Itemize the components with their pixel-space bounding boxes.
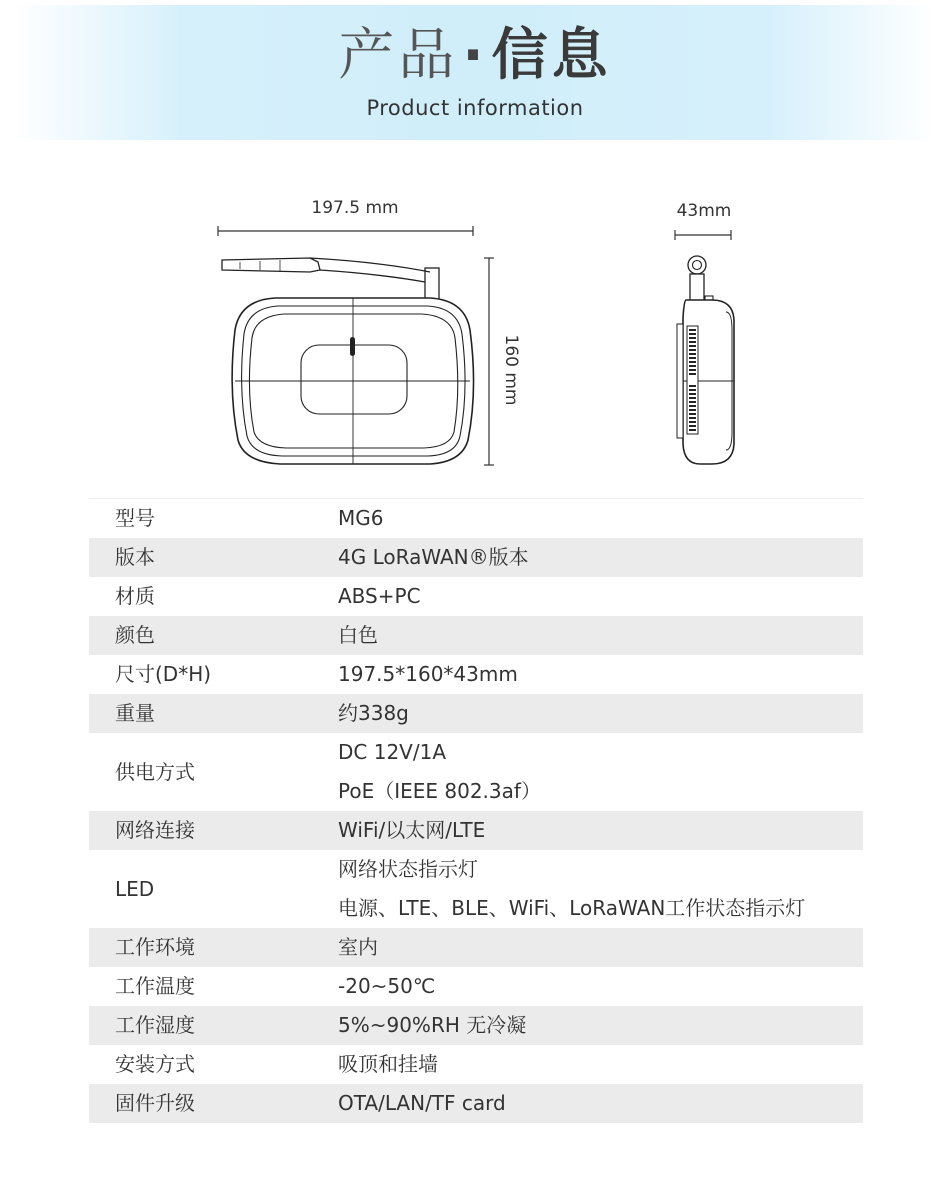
depth-label: 43mm [676, 201, 732, 221]
width-label: 197.5 mm [311, 198, 399, 218]
spec-label: 颜色 [115, 623, 155, 647]
height-dimension [484, 258, 494, 465]
spec-value: 197.5*160*43mm [338, 662, 518, 686]
product-dimension-diagram [0, 180, 950, 500]
spec-row [89, 538, 863, 577]
spec-label: 工作湿度 [115, 1013, 195, 1037]
spec-label: 重量 [115, 701, 155, 725]
spec-value: 白色 [338, 623, 378, 647]
spec-label: 供电方式 [115, 759, 195, 784]
width-dimension [218, 226, 473, 236]
spec-value: 室内 [338, 935, 378, 959]
spec-value: DC 12V/1A [338, 740, 446, 764]
spec-table [89, 498, 863, 1123]
spec-row [89, 928, 863, 967]
spec-label: 网络连接 [115, 818, 195, 842]
spec-row [89, 616, 863, 655]
spec-label: 工作温度 [115, 974, 195, 998]
spec-value: 约338g [338, 701, 409, 725]
spec-row [89, 499, 863, 538]
page-subtitle: Product information [366, 96, 584, 120]
page-title [0, 22, 950, 90]
spec-label: 工作环境 [115, 935, 195, 959]
device-front-view [222, 258, 474, 464]
title-bold: 信息 [491, 23, 612, 88]
title-dot: · [462, 23, 488, 88]
spec-value: MG6 [338, 506, 384, 530]
spec-value: 电源、LTE、BLE、WiFi、LoRaWAN工作状态指示灯 [338, 896, 806, 920]
spec-row [89, 1084, 863, 1123]
spec-row [89, 577, 863, 616]
spec-row [89, 733, 863, 811]
spec-row [89, 850, 863, 928]
spec-value: ABS+PC [338, 584, 421, 608]
spec-value: 4G LoRaWAN®版本 [338, 545, 529, 569]
depth-dimension [675, 230, 731, 240]
spec-row [89, 655, 863, 694]
spec-label: 版本 [115, 545, 155, 569]
spec-row [89, 1045, 863, 1084]
spec-label: 材质 [115, 584, 155, 608]
spec-label: 安装方式 [115, 1052, 195, 1076]
spec-value: WiFi/以太网/LTE [338, 818, 486, 842]
device-side-view [677, 256, 734, 464]
spec-value: -20~50℃ [338, 974, 436, 998]
spec-row [89, 811, 863, 850]
title-light: 产品 [338, 23, 459, 88]
spec-row [89, 694, 863, 733]
spec-label: 尺寸(D*H) [115, 662, 212, 686]
spec-value: 网络状态指示灯 [338, 857, 478, 881]
spec-value: OTA/LAN/TF card [338, 1091, 506, 1115]
spec-label: 固件升级 [115, 1091, 195, 1115]
height-label: 160 mm [501, 334, 521, 406]
spec-label: 型号 [115, 506, 155, 530]
spec-row [89, 967, 863, 1006]
spec-value: 5%~90%RH 无冷凝 [338, 1013, 527, 1037]
spec-value: 吸顶和挂墙 [338, 1052, 438, 1076]
spec-row [89, 1006, 863, 1045]
spec-label: LED [115, 876, 155, 901]
spec-value: PoE（IEEE 802.3af） [338, 779, 541, 803]
